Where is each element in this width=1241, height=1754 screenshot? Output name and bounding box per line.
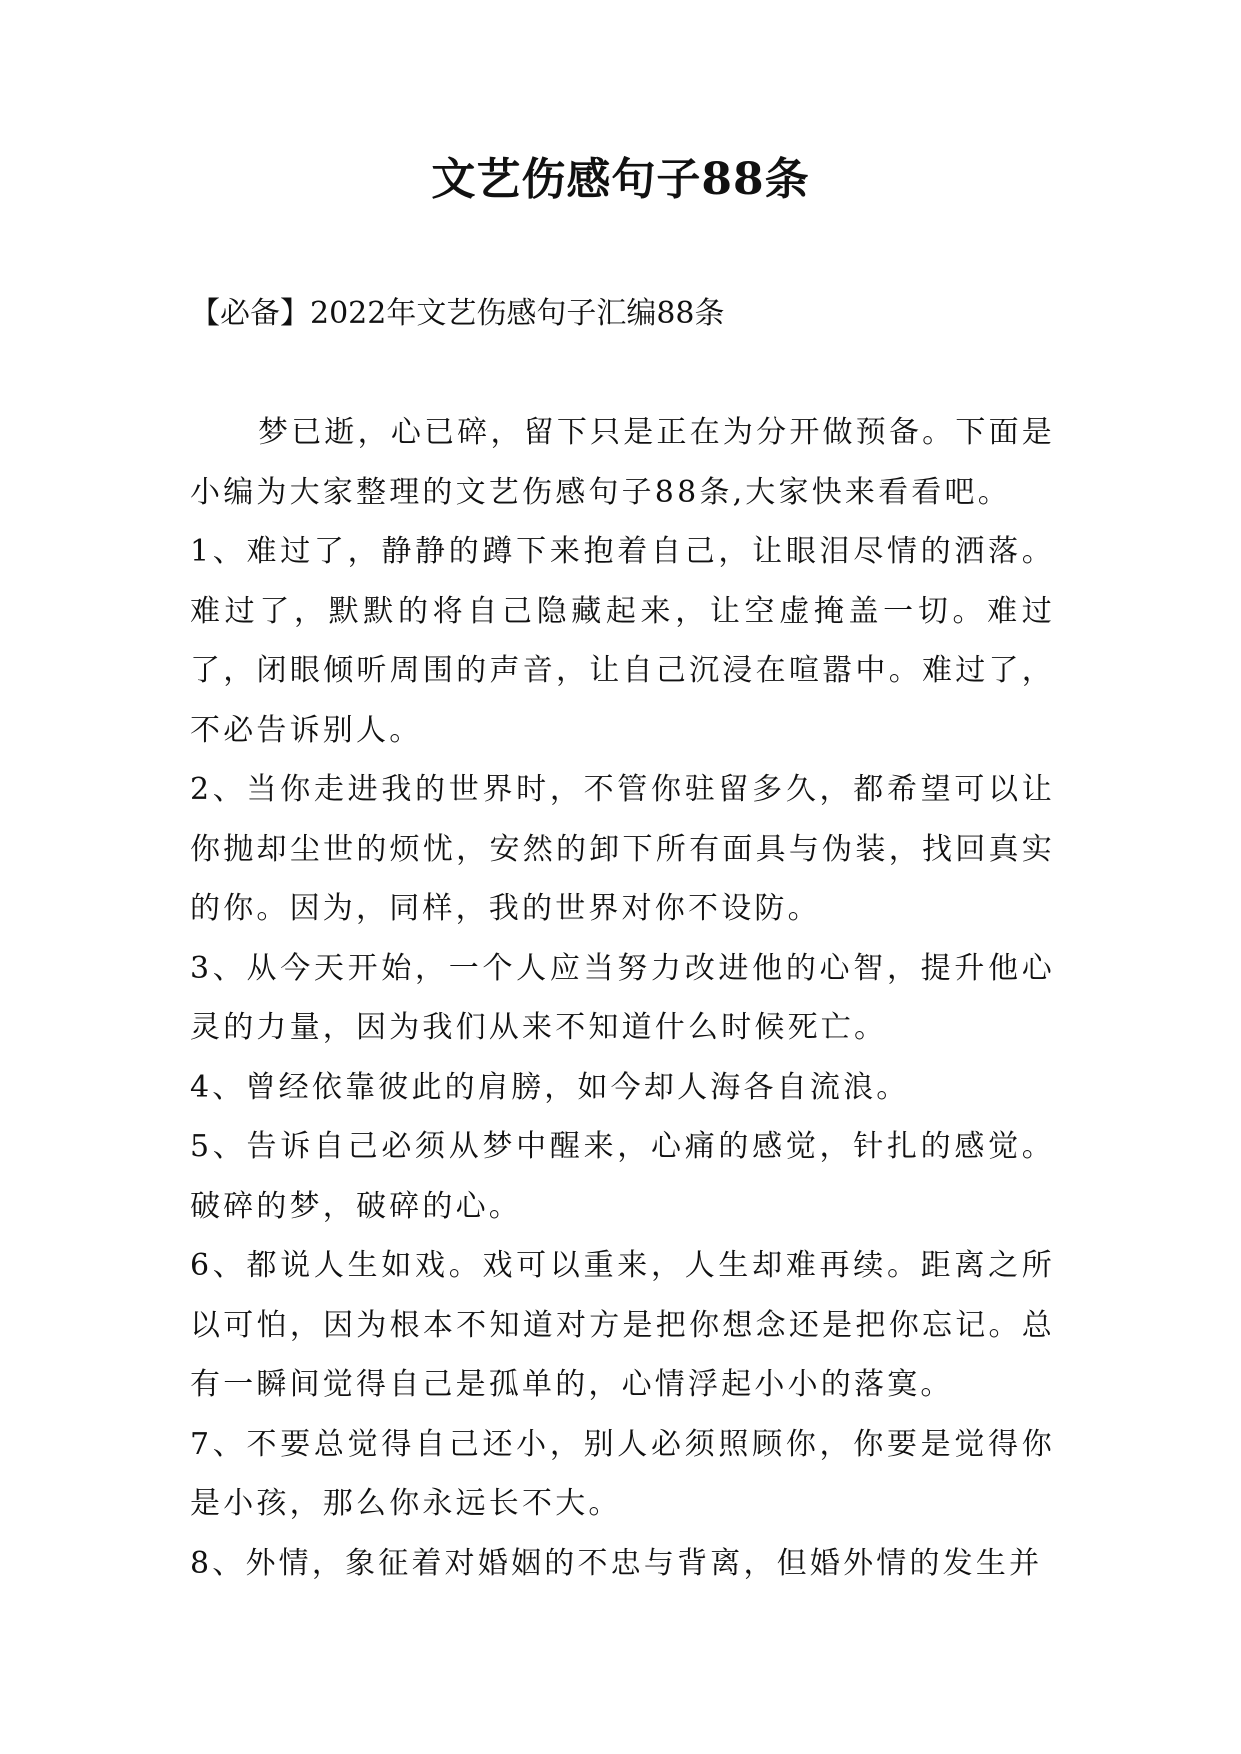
document-title: 文艺伤感句子88条 — [431, 154, 810, 205]
document-body — [190, 403, 1055, 1593]
list-item: 7、不要总觉得自己还小，别人必须照顾你，你要是觉得你是小孩，那么你永远长不大。 — [190, 1426, 1055, 1521]
list-item: 4、曾经依靠彼此的肩膀，如今却人海各自流浪。 — [190, 1069, 910, 1105]
list-item: 8、外情，象征着对婚姻的不忠与背离，但婚外情的发生并 — [190, 1545, 1043, 1581]
intro-paragraph: 梦已逝，心已碎，留下只是正在为分开做预备。下面是小编为大家整理的文艺伤感句子88条,大家快来看看吧。 — [190, 415, 1055, 510]
list-item: 3、从今天开始，一个人应当努力改进他的心智，提升他心灵的力量，因为我们从来不知道什么时候死亡。 — [190, 950, 1055, 1045]
list-item: 1、难过了，静静的蹲下来抱着自己，让眼泪尽情的洒落。难过了，默默的将自己隐藏起来，让空虚掩盖一切。难过了，闭眼倾听周围的声音，让自己沉浸在喧嚣中。难过了，不必告诉别人。 — [190, 534, 1055, 748]
list-item: 6、都说人生如戏。戏可以重来，人生却难再续。距离之所以可怕，因为根本不知道对方是把你想念还是把你忘记。总有一瞬间觉得自己是孤单的，心情浮起小小的落寞。 — [190, 1248, 1055, 1402]
list-item: 5、告诉自己必须从梦中醒来，心痛的感觉，针扎的感觉。破碎的梦，破碎的心。 — [190, 1129, 1055, 1224]
document-subtitle: 【必备】2022年文艺伤感句子汇编88条 — [190, 296, 725, 331]
list-item: 2、当你走进我的世界时，不管你驻留多久，都希望可以让你抛却尘世的烦忧，安然的卸下所有面具与伪装，找回真实的你。因为，同样，我的世界对你不设防。 — [190, 772, 1055, 926]
